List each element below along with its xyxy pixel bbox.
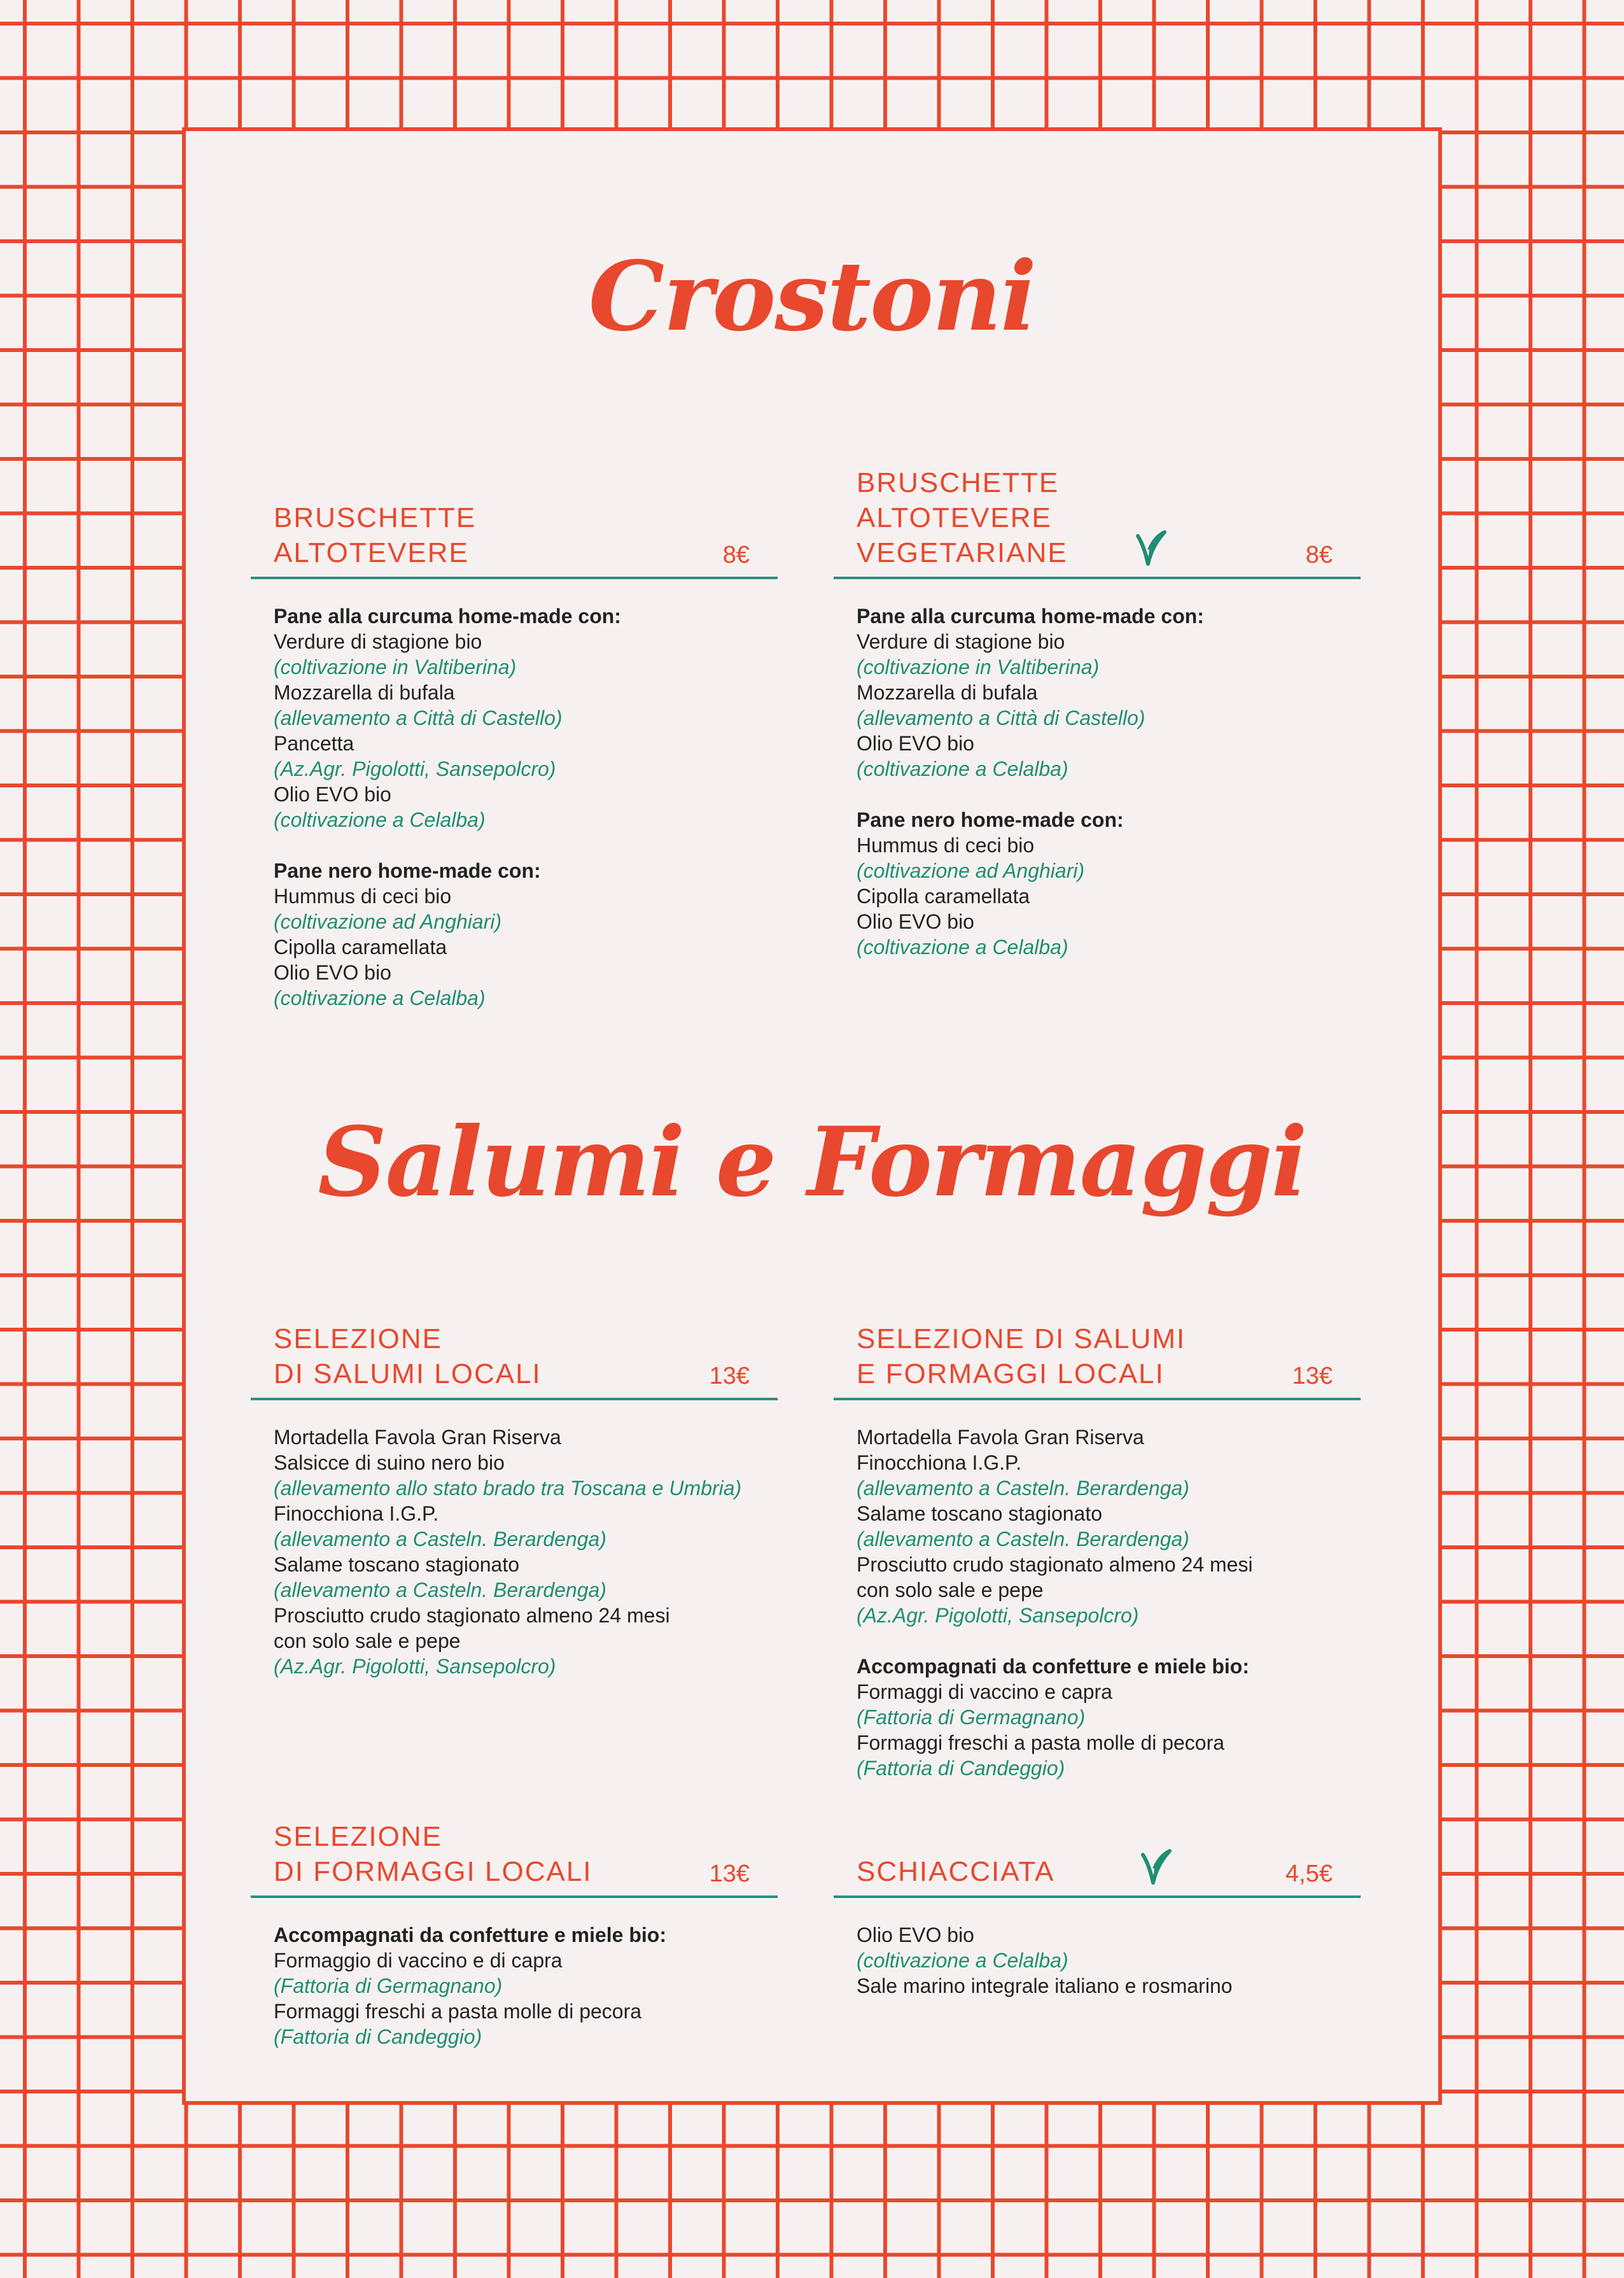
- origin-line: (coltivazione a Celalba): [274, 808, 486, 831]
- section-title-crostoni: Crostoni: [588, 241, 1036, 353]
- menu-item-description: [251, 1898, 778, 2049]
- origin-line: (Fattoria di Candeggio): [274, 2025, 482, 2048]
- ingredient-line: Formaggi di vaccino e capra: [857, 1680, 1112, 1703]
- ingredient-group-heading: Accompagnati da confetture e miele bio:: [274, 1923, 666, 1946]
- origin-line: (Fattoria di Germagnano): [274, 1974, 503, 1997]
- menu-item-price: 13€: [709, 1363, 750, 1389]
- menu-item-bruschette-vegetariane: [834, 465, 1361, 960]
- origin-line: (coltivazione a Celalba): [857, 1949, 1068, 1972]
- section-title-salumi-formaggi: Salumi e Formaggi: [318, 1106, 1306, 1218]
- menu-item-name: [274, 1819, 630, 1889]
- ingredient-line: Salame toscano stagionato: [274, 1553, 520, 1576]
- ingredient-line: Olio EVO bio: [857, 732, 974, 755]
- ingredient-group-heading: Pane alla curcuma home-made con:: [274, 605, 621, 628]
- menu-item-header: [251, 500, 778, 579]
- menu-item-name-line: ALTOTEVERE: [274, 537, 469, 568]
- ingredient-group-heading: Accompagnati da confetture e miele bio:: [857, 1655, 1249, 1678]
- ingredient-line: Hummus di ceci bio: [274, 885, 452, 908]
- origin-line: (Az.Agr. Pigolotti, Sansepolcro): [857, 1604, 1139, 1627]
- menu-item-description: [834, 1400, 1361, 1781]
- origin-line: (allevamento a Città di Castello): [274, 707, 563, 729]
- origin-line: (allevamento a Casteln. Berardenga): [857, 1477, 1189, 1500]
- menu-item-name-line: SELEZIONE: [274, 1323, 442, 1354]
- ingredient-line: Cipolla caramellata: [857, 885, 1030, 908]
- ingredient-line: Verdure di stagione bio: [857, 630, 1065, 653]
- ingredient-line: Mortadella Favola Gran Riserva: [857, 1426, 1144, 1449]
- origin-line: (Fattoria di Germagnano): [857, 1706, 1086, 1729]
- origin-line: (coltivazione in Valtiberina): [274, 656, 517, 678]
- origin-line: (Az.Agr. Pigolotti, Sansepolcro): [274, 757, 556, 780]
- origin-line: (coltivazione a Celalba): [274, 987, 486, 1009]
- menu-item-price: 4,5€: [1285, 1860, 1333, 1887]
- origin-line: (Az.Agr. Pigolotti, Sansepolcro): [274, 1655, 556, 1678]
- ingredient-line: Formaggi freschi a pasta molle di pecora: [274, 2000, 642, 2023]
- menu-item-name: [274, 1321, 630, 1391]
- menu-item-name: [274, 500, 630, 570]
- ingredient-line: Cipolla caramellata: [274, 936, 447, 959]
- ingredient-line: Prosciutto crudo stagionato almeno 24 mesi: [274, 1604, 670, 1627]
- menu-item-price: 13€: [1292, 1363, 1333, 1389]
- menu-item-price: 8€: [722, 542, 750, 568]
- menu-item-name-line: ALTOTEVERE: [857, 502, 1052, 533]
- ingredient-line: Sale marino integrale italiano e rosmarino: [857, 1974, 1233, 1997]
- ingredient-line: Verdure di stagione bio: [274, 630, 482, 653]
- ingredient-line: Olio EVO bio: [274, 961, 391, 984]
- origin-line: (allevamento a Casteln. Berardenga): [274, 1578, 606, 1601]
- menu-item-header: [251, 1819, 778, 1898]
- ingredient-line: Formaggio di vaccino e di capra: [274, 1949, 563, 1972]
- menu-item-name-line: E FORMAGGI LOCALI: [857, 1358, 1165, 1389]
- menu-item-price: 8€: [1305, 542, 1333, 568]
- menu-item-header: [834, 465, 1361, 579]
- ingredient-line: Olio EVO bio: [857, 910, 974, 933]
- menu-panel: [186, 131, 1438, 2101]
- origin-line: (allevamento a Città di Castello): [857, 707, 1145, 729]
- menu-item-description: [251, 579, 778, 1011]
- menu-item-selezione-formaggi: [251, 1819, 778, 2049]
- menu-item-price: 13€: [709, 1860, 750, 1887]
- menu-item-header: [251, 1321, 778, 1400]
- menu-item-schiacciata: [834, 1854, 1361, 1999]
- ingredient-line: Olio EVO bio: [857, 1923, 974, 1946]
- origin-line: (allevamento a Casteln. Berardenga): [274, 1528, 606, 1550]
- ingredient-line: Hummus di ceci bio: [857, 834, 1035, 857]
- menu-item-header: [834, 1854, 1361, 1898]
- origin-line: (coltivazione ad Anghiari): [274, 910, 502, 933]
- origin-line: (coltivazione in Valtiberina): [857, 656, 1100, 678]
- menu-item-description: [834, 1898, 1361, 1999]
- menu-item-name-line: DI SALUMI LOCALI: [274, 1358, 542, 1389]
- menu-item-name-line: BRUSCHETTE: [857, 467, 1060, 498]
- ingredient-line: Pancetta: [274, 732, 354, 755]
- ingredient-line: Mozzarella di bufala: [274, 681, 455, 704]
- menu-item-description: [251, 1400, 778, 1679]
- ingredient-group-heading: Pane alla curcuma home-made con:: [857, 605, 1204, 628]
- menu-item-name-line: SELEZIONE: [274, 1821, 442, 1852]
- ingredient-group-heading: Pane nero home-made con:: [857, 808, 1124, 831]
- ingredient-line: Olio EVO bio: [274, 783, 391, 806]
- origin-line: (allevamento allo stato brado tra Toscana e Umbria): [274, 1477, 742, 1500]
- vegetarian-leaf-icon: [1133, 527, 1168, 568]
- ingredient-line: con solo sale e pepe: [274, 1629, 461, 1652]
- ingredient-line: Finocchiona I.G.P.: [857, 1451, 1022, 1474]
- menu-item-name-line: SELEZIONE DI SALUMI: [857, 1323, 1186, 1354]
- ingredient-line: Formaggi freschi a pasta molle di pecora: [857, 1731, 1225, 1754]
- menu-item-selezione-salumi-formaggi: [834, 1321, 1361, 1781]
- menu-item-bruschette-altotevere: [251, 500, 778, 1011]
- menu-item-description: [834, 579, 1361, 960]
- menu-item-selezione-salumi: [251, 1321, 778, 1679]
- ingredient-group-heading: Pane nero home-made con:: [274, 859, 541, 882]
- menu-item-name-line: VEGETARIANE: [857, 537, 1068, 568]
- menu-item-name-line: DI FORMAGGI LOCALI: [274, 1856, 592, 1887]
- menu-item-header: [834, 1321, 1361, 1400]
- ingredient-line: con solo sale e pepe: [857, 1578, 1044, 1601]
- vegetarian-leaf-icon: [1138, 1846, 1173, 1887]
- ingredient-line: Mortadella Favola Gran Riserva: [274, 1426, 561, 1449]
- origin-line: (coltivazione a Celalba): [857, 936, 1068, 959]
- ingredient-line: Salame toscano stagionato: [857, 1502, 1103, 1525]
- menu-item-name-line: BRUSCHETTE: [274, 502, 477, 533]
- menu-item-name: [857, 1321, 1213, 1391]
- ingredient-line: Prosciutto crudo stagionato almeno 24 mesi: [857, 1553, 1253, 1576]
- ingredient-line: Finocchiona I.G.P.: [274, 1502, 439, 1525]
- ingredient-line: Salsicce di suino nero bio: [274, 1451, 505, 1474]
- menu-item-name-line: SCHIACCIATA: [857, 1856, 1055, 1887]
- origin-line: (coltivazione a Celalba): [857, 757, 1068, 780]
- ingredient-line: Mozzarella di bufala: [857, 681, 1038, 704]
- origin-line: (allevamento a Casteln. Berardenga): [857, 1528, 1189, 1550]
- origin-line: (Fattoria di Candeggio): [857, 1757, 1065, 1780]
- origin-line: (coltivazione ad Anghiari): [857, 859, 1085, 882]
